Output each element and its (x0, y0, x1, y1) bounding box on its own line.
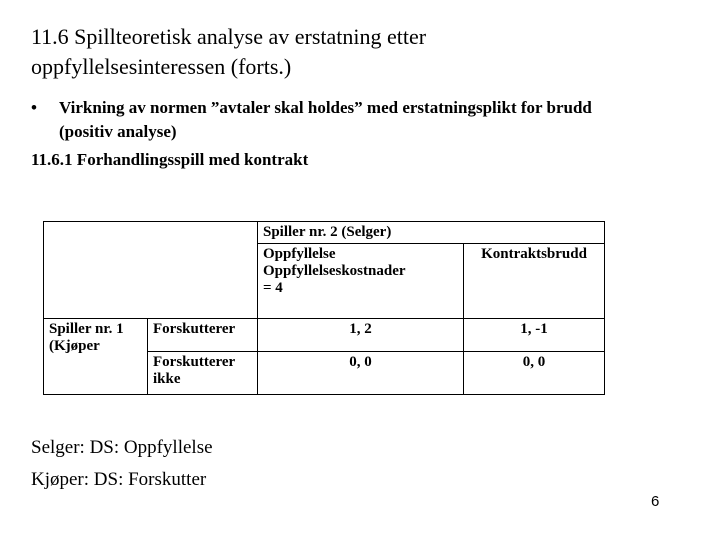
game-matrix-table (43, 221, 605, 395)
seller-dominant-strategy: Selger: DS: Oppfyllelse (31, 437, 213, 458)
p2-strategy-1-line-1: Oppfyllelse (263, 246, 336, 262)
bullet-icon: • (31, 98, 37, 117)
table-row (44, 222, 605, 244)
player1-label-cell (44, 319, 148, 395)
buyer-dominant-strategy: Kjøper: DS: Forskutter (31, 469, 207, 490)
empty-corner-cell (44, 222, 258, 319)
player1-label-line-2: (Kjøper (49, 338, 100, 354)
bullet-line (31, 96, 701, 144)
payoff-cell-r1c1: 1, 2 (258, 319, 464, 352)
slide-title-line-2: oppfyllelsesinteressen (forts.) (31, 54, 292, 79)
bullet-text-line-1: Virkning av normen ”avtaler skal holdes” med erstatningsplikt for brudd (59, 98, 592, 117)
slide-title-line-1: 11.6 Spillteoretisk analyse av erstatning etter (31, 24, 427, 49)
player1-label-line-1: Spiller nr. 1 (49, 321, 124, 337)
equilibrium-summary (31, 432, 213, 496)
p1-strategy-forskutterer-ikke-cell (148, 352, 258, 395)
bullet-point (31, 96, 701, 144)
p2-strategy-1-line-2: Oppfyllelseskostnader (263, 263, 406, 279)
p1-strategy-2-line-1: Forskutterer (153, 354, 236, 370)
p1-strategy-forskutterer-cell: Forskutterer (148, 319, 258, 352)
section-subheading: 11.6.1 Forhandlingsspill med kontrakt (31, 150, 309, 169)
table-row (44, 319, 605, 352)
bullet-text (59, 96, 701, 144)
player2-header-cell: Spiller nr. 2 (Selger) (258, 222, 605, 244)
page-number: 6 (651, 493, 660, 510)
p2-strategy-1-line-3: = 4 (263, 280, 283, 296)
payoff-cell-r2c2: 0, 0 (464, 352, 605, 395)
bullet-text-line-2: (positiv analyse) (59, 122, 177, 141)
p1-strategy-2-line-2: ikke (153, 371, 181, 387)
p2-strategy-oppfyllelse-cell (258, 244, 464, 319)
p2-strategy-kontraktsbrudd-cell: Kontraktsbrudd (464, 244, 605, 319)
payoff-cell-r2c1: 0, 0 (258, 352, 464, 395)
payoff-cell-r1c2: 1, -1 (464, 319, 605, 352)
slide-title (31, 22, 691, 82)
